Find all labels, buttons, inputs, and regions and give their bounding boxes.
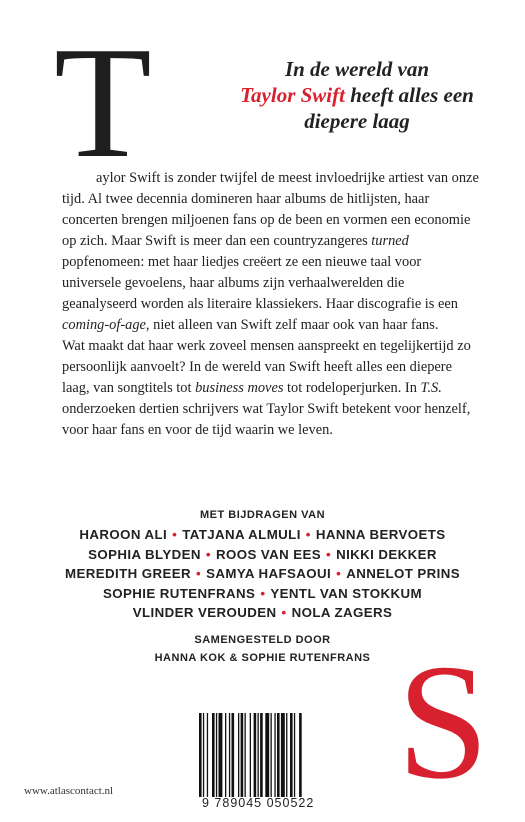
separator-dot: • [205, 546, 211, 562]
separator-dot: • [172, 527, 178, 542]
contributor-line [20, 525, 505, 545]
isbn-number: 9 789045 050522 [202, 796, 315, 810]
publisher-s-logo [388, 655, 498, 795]
drop-cap-letter: T [54, 13, 152, 191]
barcode-bar [271, 713, 272, 797]
barcode-bar [203, 713, 204, 797]
barcode-bar [260, 713, 263, 797]
contributor-name: NOLA ZAGERS [291, 605, 393, 620]
separator-dot: • [305, 527, 311, 542]
barcode-bar [216, 713, 217, 797]
contributor-line [20, 564, 505, 584]
blurb-text-span: Wat maakt dat haar werk zoveel mensen aanspreekt en tegelijkertijd zo persoonlijk aanvoelt? In de wereld van Swift heeft alles een diepere laag, van songtitels tot [62, 338, 471, 396]
barcode-bar [199, 713, 202, 797]
blurb-italic-coming-of-age: coming-of-age [62, 317, 146, 333]
barcode-bar [281, 713, 285, 797]
barcode-bar [294, 713, 295, 797]
barcode-bar [219, 713, 223, 797]
blurb-italic-business-moves: business moves [195, 380, 284, 396]
contributors-list [20, 525, 505, 623]
blurb-text-span: , niet alleen van Swift zelf maar ook van haar fans. [145, 317, 439, 333]
contributor-name: TATJANA ALMULI [182, 527, 301, 542]
barcode-bar [250, 713, 251, 797]
contributor-line [20, 545, 505, 565]
contributor-name: SOPHIE RUTENFRANS [102, 585, 256, 601]
blurb-paragraph-2 [62, 336, 482, 441]
separator-dot: • [336, 566, 342, 581]
contributor-name: HAROON ALI [79, 527, 168, 542]
blurb-italic-ts: T.S. [420, 380, 442, 396]
blurb-text-span: tot rodeloperjurken. In [283, 380, 421, 396]
barcode-bar [229, 713, 230, 797]
contributors-section [20, 509, 505, 623]
barcode-bar [245, 713, 246, 797]
barcode-bar [225, 713, 226, 797]
blurb-text-span: aylor Swift is zonder twijfel de meest invloedrijke artiest van onze tijd. Al twee decennia domineren haar albums de hitlijsten, haar concerten brengen miljoenen fans op de been en vormen een economie op zich. Maar Swift is meer dan een countryzangeres [62, 170, 479, 249]
barcode-bar [265, 713, 269, 797]
blurb-paragraph-1 [62, 168, 482, 336]
contributor-name: MEREDITH GREER [65, 566, 192, 581]
publisher-website: www.atlascontact.nl [24, 785, 114, 797]
contributor-name: HANNA BERVOETS [315, 527, 446, 542]
barcode-bar [277, 713, 280, 797]
tagline-highlight: Taylor Swift [240, 83, 345, 107]
separator-dot: • [281, 605, 287, 620]
barcode-bar [238, 713, 239, 797]
contributor-name: SAMYA HAFSAOUI [206, 566, 332, 581]
barcode-bar [212, 713, 215, 797]
contributor-name: SOPHIA BLYDEN [88, 546, 201, 562]
contributor-name: NIKKI DEKKER [336, 546, 437, 562]
barcode-bar [258, 713, 259, 797]
barcode-bar [290, 713, 293, 797]
isbn-barcode [199, 713, 337, 797]
barcode-bar [299, 713, 302, 797]
s-logo-letter: S [397, 655, 489, 795]
barcode-bar [207, 713, 208, 797]
contributor-name: YENTL VAN STOKKUM [270, 585, 422, 601]
contributor-name: VLINDER VEROUDEN [132, 605, 277, 620]
blurb-italic-turned: turned [371, 233, 409, 249]
contributor-name: ROOS VAN EES [215, 546, 322, 562]
tagline-suffix: heeft alles een diepere laag [304, 83, 474, 133]
contributor-line [20, 603, 505, 623]
contributor-name: ANNELOT PRINS [346, 566, 460, 581]
editors-heading: SAMENGESTELD DOOR [194, 634, 331, 646]
blurb-text [62, 168, 482, 441]
barcode-bar [286, 713, 287, 797]
barcode-bar [254, 713, 257, 797]
separator-dot: • [196, 566, 202, 581]
contributors-heading: MET BIJDRAGEN VAN [199, 509, 326, 521]
editor-names: HANNA KOK & SOPHIE RUTENFRANS [154, 652, 371, 664]
barcode-bar [241, 713, 244, 797]
tagline [212, 56, 502, 134]
tagline-prefix: In de wereld van [284, 57, 430, 81]
barcode-bar [274, 713, 275, 797]
blurb-text-span: onderzoeken dertien schrijvers wat Taylor Swift betekent voor henzelf, voor haar fans en voor de tijd waarin we leven. [62, 401, 471, 438]
blurb-text-span: popfenomeen: met haar liedjes creëert ze een nieuwe taal voor universele gevoelens, haar albums zijn verhaalwerelden die geanalyseerd worden als literaire klassiekers. Haar discografie is een [62, 254, 458, 312]
separator-dot: • [260, 585, 266, 601]
separator-dot: • [326, 546, 332, 562]
contributor-line [20, 584, 505, 604]
barcode-bar [232, 713, 235, 797]
